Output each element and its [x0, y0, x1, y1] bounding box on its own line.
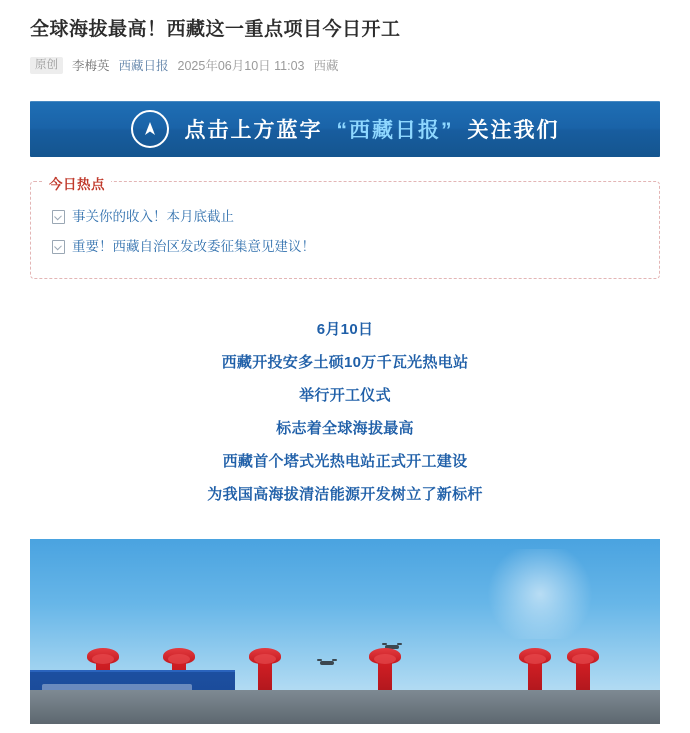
list-item[interactable] — [52, 204, 641, 230]
link-check-icon — [52, 240, 65, 254]
page-title: 全球海拔最高！西藏这一重点项目今日开工 — [30, 19, 401, 40]
link-check-icon — [52, 210, 65, 224]
follow-banner[interactable] — [30, 101, 660, 157]
lead-line: 6月10日 — [316, 321, 374, 338]
hotspot-title: 今日热点 — [43, 173, 111, 193]
article-body — [0, 16, 690, 724]
article-page — [0, 16, 690, 733]
banner-text-before: 点击上方蓝字 — [184, 119, 323, 142]
drone-icon — [320, 661, 334, 665]
today-hotspot-box — [30, 177, 660, 279]
hotspot-item-label: 事关你的收入！本月底截止 — [72, 209, 234, 224]
banner-text-highlight: “西藏日报” — [336, 119, 454, 142]
author-name: 李梅英 — [72, 59, 110, 73]
article-photo — [30, 539, 660, 724]
banner-text — [185, 114, 560, 144]
source-name[interactable]: 西藏日报 — [118, 59, 169, 73]
original-badge: 原创 — [30, 57, 63, 74]
sun-glare — [480, 549, 600, 639]
lead-line: 举行开工仪式 — [299, 387, 391, 404]
lead-line: 西藏开投安多土硕10万千瓦光热电站 — [221, 354, 469, 371]
ground — [30, 690, 660, 724]
lead-line: 标志着全球海拔最高 — [276, 420, 414, 437]
banner-text-after: 关注我们 — [467, 119, 560, 142]
lead-line: 西藏首个塔式光热电站正式开工建设 — [222, 453, 468, 470]
ceremony-photo — [30, 539, 660, 724]
list-item[interactable] — [52, 234, 641, 260]
compass-arrow-icon — [131, 110, 169, 148]
lead-line: 为我国高海拔清洁能源开发树立了新标杆 — [207, 486, 483, 503]
article-meta — [30, 56, 660, 74]
publish-date: 2025年06月10日 11:03 — [177, 59, 305, 73]
region-label: 西藏 — [313, 59, 339, 73]
hotspot-item-label: 重要！西藏自治区发改委征集意见建议！ — [72, 239, 315, 254]
lead-paragraph — [30, 313, 660, 511]
